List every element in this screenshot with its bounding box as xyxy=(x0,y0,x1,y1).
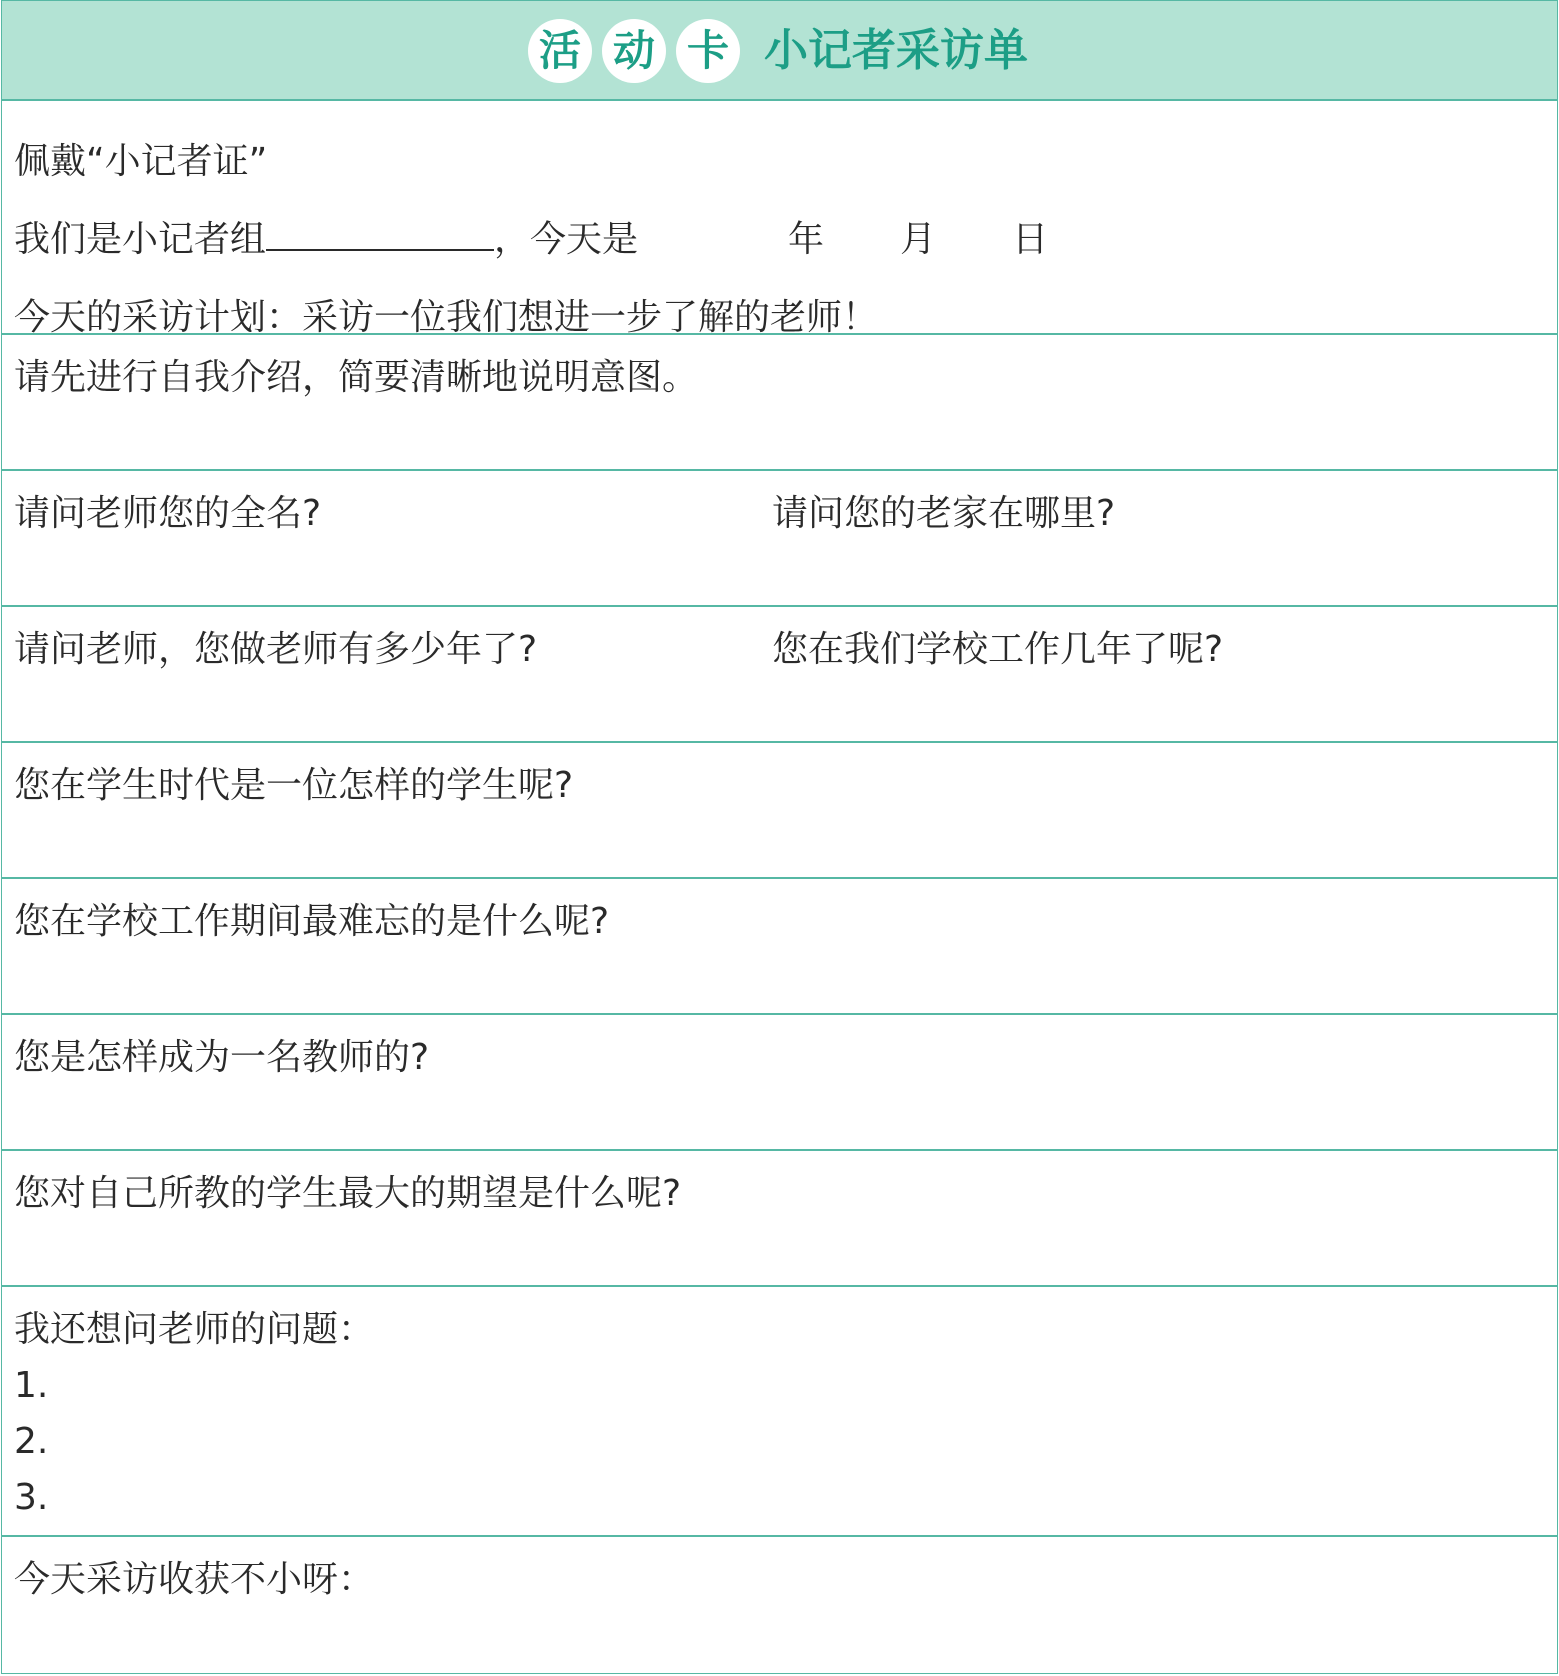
question-student-days: 您在学生时代是一位怎样的学生呢? xyxy=(14,765,574,806)
question-memorable: 您在学校工作期间最难忘的是什么呢? xyxy=(14,901,610,942)
title-badge: 卡 xyxy=(676,19,740,83)
question-row[interactable] xyxy=(2,879,1557,1015)
list-item: 1. xyxy=(14,1365,49,1406)
more-questions-section[interactable] xyxy=(2,1287,1557,1537)
year-label: 年 xyxy=(788,219,825,260)
question-become-teacher: 您是怎样成为一名教师的? xyxy=(14,1037,430,1078)
more-questions-label: 我还想问老师的问题： xyxy=(14,1309,375,1350)
intro-line-badge: 佩戴“小记者证” xyxy=(14,141,268,182)
list-item: 3. xyxy=(14,1477,49,1518)
question-full-name: 请问老师您的全名? xyxy=(14,493,322,534)
intro-line-plan: 今天的采访计划：采访一位我们想进一步了解的老师！ xyxy=(14,297,879,338)
question-years-teaching: 请问老师，您做老师有多少年了? xyxy=(14,629,538,670)
question-expectation: 您对自己所教的学生最大的期望是什么呢? xyxy=(14,1173,682,1214)
title-badge: 活 xyxy=(528,19,592,83)
activity-card xyxy=(1,0,1558,1674)
date-label: ，今天是 xyxy=(494,219,639,260)
question-row[interactable] xyxy=(2,743,1557,879)
question-self-intro: 请先进行自我介绍，简要清晰地说明意图。 xyxy=(14,357,699,398)
intro-section xyxy=(2,101,1557,338)
question-row[interactable] xyxy=(2,607,1557,743)
list-item: 2. xyxy=(14,1421,49,1462)
harvest-label: 今天采访收获不小呀： xyxy=(14,1559,375,1600)
card-header xyxy=(2,1,1557,101)
question-row[interactable] xyxy=(2,1015,1557,1151)
day-label: 日 xyxy=(1012,219,1049,260)
intro-line-group xyxy=(14,217,1048,263)
question-row[interactable] xyxy=(2,471,1557,607)
month-label: 月 xyxy=(900,219,937,260)
group-label: 我们是小记者组 xyxy=(14,219,267,260)
group-blank[interactable] xyxy=(266,219,494,251)
harvest-section[interactable] xyxy=(2,1537,1557,1673)
question-row[interactable] xyxy=(2,1151,1557,1287)
question-hometown: 请问您的老家在哪里? xyxy=(772,493,1116,534)
title-badge: 动 xyxy=(602,19,666,83)
card-title: 小记者采访单 xyxy=(764,25,1028,76)
question-row[interactable] xyxy=(2,335,1557,471)
question-years-at-school: 您在我们学校工作几年了呢? xyxy=(772,629,1224,670)
